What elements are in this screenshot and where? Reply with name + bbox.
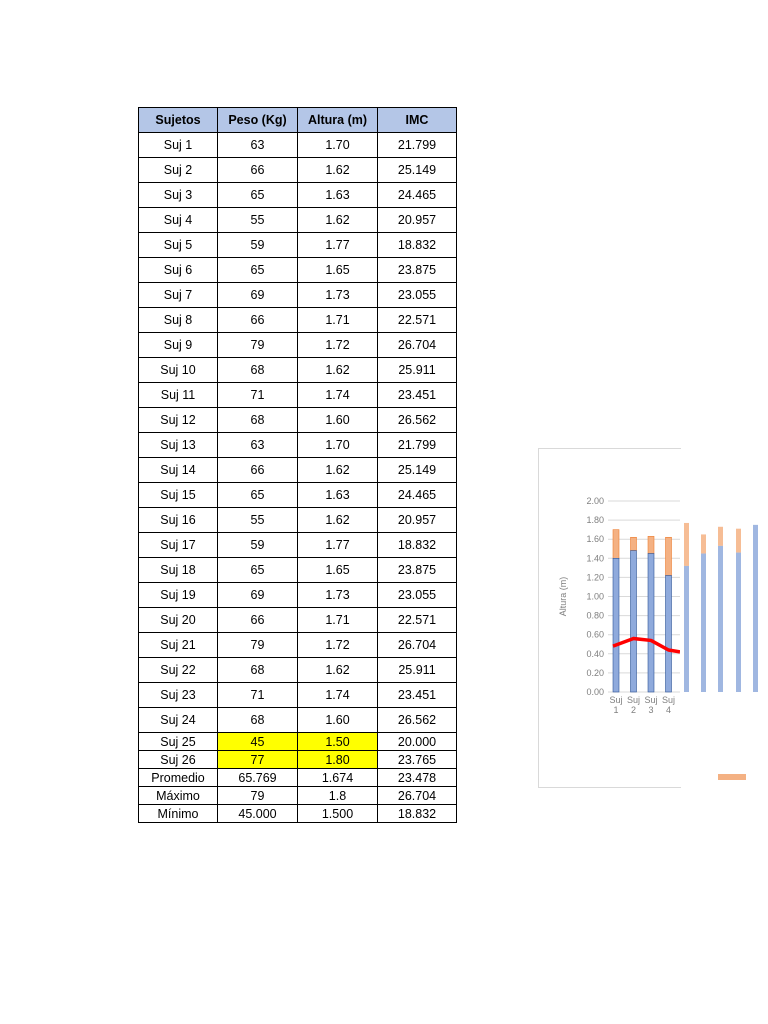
cell-imc: 20.957 (378, 508, 457, 533)
table-row (139, 133, 457, 158)
bar-upper (666, 537, 672, 575)
cell-sujeto: Suj 12 (139, 408, 218, 433)
cell-imc: 26.562 (378, 408, 457, 433)
cell-peso: 68 (218, 358, 298, 383)
table-row (139, 158, 457, 183)
table-row (139, 787, 457, 805)
table-row (139, 558, 457, 583)
table-row (139, 483, 457, 508)
y-tick-label: 0.60 (586, 629, 604, 640)
cell-peso: 45 (218, 733, 298, 751)
cell-sujeto: Suj 25 (139, 733, 218, 751)
bar-upper (648, 536, 654, 553)
cell-altura: 1.73 (298, 583, 378, 608)
cell-altura: 1.72 (298, 633, 378, 658)
table-row (139, 208, 457, 233)
cell-imc: 23.055 (378, 283, 457, 308)
cell-peso: 79 (218, 787, 298, 805)
cell-imc: 23.478 (378, 769, 457, 787)
cell-imc: 23.875 (378, 258, 457, 283)
table-row (139, 258, 457, 283)
cell-imc: 26.704 (378, 633, 457, 658)
cell-imc: 18.832 (378, 805, 457, 823)
cell-imc: 23.765 (378, 751, 457, 769)
cell-peso: 65 (218, 258, 298, 283)
cell-imc: 18.832 (378, 233, 457, 258)
header-altura: Altura (m) (298, 108, 378, 133)
cell-peso: 55 (218, 208, 298, 233)
cell-peso: 65 (218, 558, 298, 583)
cell-peso: 59 (218, 233, 298, 258)
cell-sujeto: Suj 15 (139, 483, 218, 508)
cell-sujeto: Suj 5 (139, 233, 218, 258)
cell-altura: 1.62 (298, 208, 378, 233)
header-peso: Peso (Kg) (218, 108, 298, 133)
cell-peso: 66 (218, 308, 298, 333)
bar-lower (613, 558, 619, 692)
cell-altura: 1.70 (298, 433, 378, 458)
legend-swatch (718, 774, 746, 780)
y-axis-label: Altura (m) (558, 576, 568, 617)
cell-peso: 66 (218, 158, 298, 183)
table-row (139, 383, 457, 408)
cell-imc: 21.799 (378, 133, 457, 158)
cell-sujeto: Suj 6 (139, 258, 218, 283)
cell-imc: 26.704 (378, 333, 457, 358)
cell-imc: 25.911 (378, 658, 457, 683)
cell-imc: 22.571 (378, 308, 457, 333)
cell-imc: 23.451 (378, 683, 457, 708)
cell-sujeto: Suj 22 (139, 658, 218, 683)
table-row (139, 769, 457, 787)
cell-imc: 25.911 (378, 358, 457, 383)
table-row (139, 733, 457, 751)
cell-sujeto: Suj 16 (139, 508, 218, 533)
cell-imc: 24.465 (378, 183, 457, 208)
cell-altura: 1.70 (298, 133, 378, 158)
cell-sujeto: Suj 1 (139, 133, 218, 158)
x-tick-label: Suj (626, 695, 641, 705)
cell-peso: 79 (218, 333, 298, 358)
cell-sujeto: Suj 13 (139, 433, 218, 458)
cell-peso: 69 (218, 583, 298, 608)
cell-sujeto: Suj 4 (139, 208, 218, 233)
cell-peso: 45.000 (218, 805, 298, 823)
cell-altura: 1.500 (298, 805, 378, 823)
cell-peso: 68 (218, 708, 298, 733)
cell-sujeto: Mínimo (139, 805, 218, 823)
y-tick-label: 0.40 (586, 648, 604, 659)
y-tick-label: 1.00 (586, 591, 604, 602)
cell-sujeto: Suj 18 (139, 558, 218, 583)
x-tick-label: 3 (648, 705, 654, 715)
cell-altura: 1.71 (298, 608, 378, 633)
y-tick-label: 0.80 (586, 610, 604, 621)
cell-peso: 69 (218, 283, 298, 308)
table-row (139, 408, 457, 433)
cell-altura: 1.74 (298, 683, 378, 708)
cell-altura: 1.65 (298, 258, 378, 283)
cell-sujeto: Suj 17 (139, 533, 218, 558)
y-tick-label: 1.60 (586, 534, 604, 545)
bar-lower (631, 551, 637, 692)
cell-sujeto: Suj 26 (139, 751, 218, 769)
y-tick-label: 1.80 (586, 515, 604, 526)
cell-peso: 68 (218, 408, 298, 433)
cell-imc: 24.465 (378, 483, 457, 508)
overflow-bar-lower (753, 525, 758, 692)
cell-sujeto: Suj 2 (139, 158, 218, 183)
cell-altura: 1.62 (298, 658, 378, 683)
cell-imc: 23.451 (378, 383, 457, 408)
table-row (139, 805, 457, 823)
cell-peso: 65 (218, 183, 298, 208)
altura-chart (540, 490, 680, 730)
cell-sujeto: Suj 14 (139, 458, 218, 483)
cell-altura: 1.63 (298, 483, 378, 508)
cell-sujeto: Suj 19 (139, 583, 218, 608)
table-row (139, 233, 457, 258)
table-row (139, 533, 457, 558)
cell-peso: 77 (218, 751, 298, 769)
x-tick-label: Suj (644, 695, 658, 705)
cell-altura: 1.50 (298, 733, 378, 751)
cell-sujeto: Suj 24 (139, 708, 218, 733)
cell-peso: 71 (218, 383, 298, 408)
cell-peso: 65 (218, 483, 298, 508)
overflow-bar-lower (701, 554, 706, 692)
table-row (139, 751, 457, 769)
cell-imc: 20.957 (378, 208, 457, 233)
cell-altura: 1.74 (298, 383, 378, 408)
cell-altura: 1.77 (298, 233, 378, 258)
table-row (139, 633, 457, 658)
y-tick-label: 2.00 (586, 496, 604, 506)
y-tick-label: 1.20 (586, 572, 604, 583)
cell-imc: 23.055 (378, 583, 457, 608)
y-tick-label: 1.40 (586, 553, 604, 564)
cell-sujeto: Suj 7 (139, 283, 218, 308)
cell-altura: 1.65 (298, 558, 378, 583)
table-row (139, 183, 457, 208)
cell-peso: 59 (218, 533, 298, 558)
cell-altura: 1.674 (298, 769, 378, 787)
cell-peso: 63 (218, 433, 298, 458)
table-row (139, 708, 457, 733)
cell-sujeto: Suj 9 (139, 333, 218, 358)
cell-peso: 66 (218, 458, 298, 483)
cell-imc: 26.562 (378, 708, 457, 733)
table-row (139, 683, 457, 708)
cell-peso: 71 (218, 683, 298, 708)
x-tick-label: 4 (665, 705, 672, 715)
header-sujetos: Sujetos (139, 108, 218, 133)
altura-chart-overflow (680, 490, 768, 790)
overflow-bar-lower (684, 566, 689, 692)
table-row (139, 658, 457, 683)
overflow-bar-upper (736, 529, 741, 553)
overflow-bar-lower (718, 546, 723, 692)
cell-altura: 1.62 (298, 458, 378, 483)
bar-upper (631, 537, 637, 550)
cell-sujeto: Suj 21 (139, 633, 218, 658)
table-header-row (139, 108, 457, 133)
cell-altura: 1.60 (298, 708, 378, 733)
cell-imc: 22.571 (378, 608, 457, 633)
table-row (139, 358, 457, 383)
cell-altura: 1.62 (298, 508, 378, 533)
x-tick-label: Suj (661, 695, 676, 705)
table-row (139, 583, 457, 608)
overflow-bar-upper (684, 523, 689, 566)
cell-imc: 20.000 (378, 733, 457, 751)
data-table (138, 107, 457, 823)
cell-imc: 26.704 (378, 787, 457, 805)
cell-altura: 1.71 (298, 308, 378, 333)
cell-altura: 1.8 (298, 787, 378, 805)
cell-imc: 23.875 (378, 558, 457, 583)
x-tick-label: Suj (609, 695, 623, 705)
cell-imc: 25.149 (378, 458, 457, 483)
cell-sujeto: Promedio (139, 769, 218, 787)
cell-altura: 1.62 (298, 158, 378, 183)
table-row (139, 333, 457, 358)
cell-sujeto: Suj 23 (139, 683, 218, 708)
table-row (139, 308, 457, 333)
overflow-bar-upper (718, 527, 723, 546)
cell-peso: 79 (218, 633, 298, 658)
table-row (139, 508, 457, 533)
cell-imc: 25.149 (378, 158, 457, 183)
cell-imc: 21.799 (378, 433, 457, 458)
cell-sujeto: Suj 8 (139, 308, 218, 333)
cell-sujeto: Suj 10 (139, 358, 218, 383)
x-tick-label: 2 (630, 705, 637, 715)
cell-altura: 1.63 (298, 183, 378, 208)
cell-peso: 66 (218, 608, 298, 633)
cell-altura: 1.60 (298, 408, 378, 433)
x-tick-label: 1 (613, 705, 619, 715)
cell-altura: 1.73 (298, 283, 378, 308)
cell-sujeto: Suj 20 (139, 608, 218, 633)
cell-altura: 1.62 (298, 358, 378, 383)
cell-peso: 55 (218, 508, 298, 533)
header-imc: IMC (378, 108, 457, 133)
y-tick-label: 0.00 (586, 687, 604, 697)
bar-lower (666, 575, 672, 692)
bar-lower (648, 554, 654, 692)
cell-altura: 1.72 (298, 333, 378, 358)
overflow-bar-upper (701, 534, 706, 553)
cell-peso: 63 (218, 133, 298, 158)
cell-peso: 68 (218, 658, 298, 683)
cell-altura: 1.77 (298, 533, 378, 558)
cell-sujeto: Suj 11 (139, 383, 218, 408)
cell-imc: 18.832 (378, 533, 457, 558)
table-row (139, 433, 457, 458)
y-tick-label: 0.20 (586, 667, 604, 678)
table-row (139, 283, 457, 308)
overflow-bar-lower (736, 553, 741, 692)
cell-sujeto: Máximo (139, 787, 218, 805)
bar-upper (613, 530, 619, 559)
cell-altura: 1.80 (298, 751, 378, 769)
cell-sujeto: Suj 3 (139, 183, 218, 208)
table-row (139, 458, 457, 483)
cell-peso: 65.769 (218, 769, 298, 787)
table-row (139, 608, 457, 633)
